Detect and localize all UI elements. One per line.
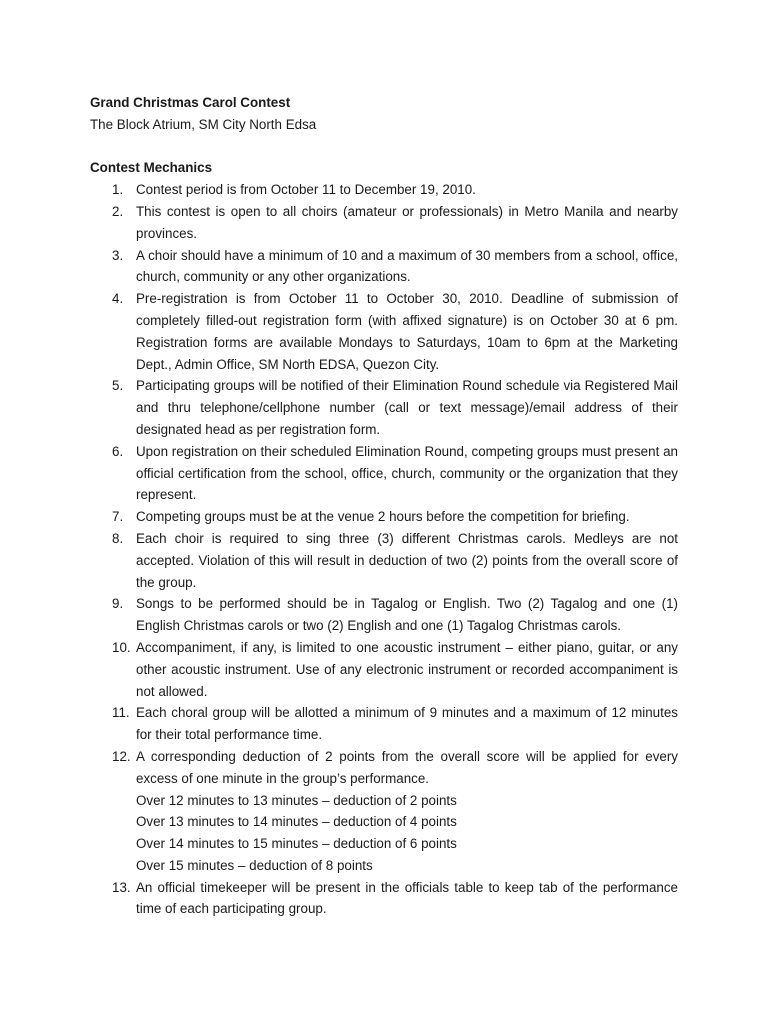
list-item-text: Each choir is required to sing three (3) different Christmas carols. Medleys are not accepted. Violation of this will result in deduction of two (2) points from the overall score of the group.: [136, 530, 678, 590]
penalty-line: Over 15 minutes – deduction of 8 points: [136, 857, 373, 873]
list-item-number: 2.: [112, 203, 124, 219]
list-item-text: Accompaniment, if any, is limited to one acoustic instrument – either piano, guitar, or any other acoustic instrument. Use of any electronic instrument or recorded accompaniment is not allowed.: [136, 639, 678, 699]
document-title: Grand Christmas Carol Contest: [90, 95, 291, 110]
list-item-number: 4.: [112, 291, 124, 307]
list-item-number: 9.: [112, 596, 124, 612]
list-item-number: 12.: [112, 748, 131, 764]
penalty-line: Over 12 minutes to 13 minutes – deduction of 2 points: [136, 792, 457, 808]
list-item: [90, 201, 678, 245]
list-item-text: Pre-registration is from October 11 to October 30, 2010. Deadline of submission of completely filled-out registration form (with affixed signature) is on October 30 at 6 pm. Registration forms are available Mondays to Saturdays, 10am to 6pm at the Marketing Dept., Admin Office, SM North EDSA, Quezon City.: [136, 291, 678, 372]
list-item-number: 1.: [112, 182, 124, 198]
list-item-text: Participating groups will be notified of their Elimination Round schedule via Registered Mail and thru telephone/cellphone number (call or text message)/email address of their designated head as per registration form.: [136, 378, 678, 437]
list-item: [90, 245, 678, 289]
list-item: [90, 179, 678, 201]
list-item-number: 8.: [112, 530, 124, 546]
penalty-line: Over 13 minutes to 14 minutes – deduction of 4 points: [136, 814, 457, 830]
list-item-text: An official timekeeper will be present in the officials table to keep tab of the performance time of each participating group.: [136, 879, 678, 917]
list-item-text: Contest period is from October 11 to December 19, 2010.: [136, 182, 476, 198]
list-item: [90, 877, 678, 921]
list-item-number: 6.: [112, 443, 124, 459]
document-body: [90, 92, 678, 920]
list-item: [90, 593, 678, 637]
penalty-line: Over 14 minutes to 15 minutes – deduction of 6 points: [136, 836, 457, 852]
mechanics-list: [90, 179, 678, 920]
list-item: [90, 746, 678, 877]
list-item: [90, 441, 678, 506]
list-item: [90, 375, 678, 440]
list-item-text: Competing groups must be at the venue 2 hours before the competition for briefing.: [136, 509, 630, 525]
list-item-number: 5.: [112, 378, 124, 394]
list-item-text: A corresponding deduction of 2 points from the overall score will be applied for every excess of one minute in the group’s performance.: [136, 748, 678, 786]
list-item: [90, 528, 678, 593]
list-item: [90, 702, 678, 746]
list-item-number: 7.: [112, 509, 124, 525]
list-item-text: Each choral group will be allotted a minimum of 9 minutes and a maximum of 12 minutes for their total performance time.: [136, 705, 678, 743]
list-item-text: Songs to be performed should be in Tagalog or English. Two (2) Tagalog and one (1) English Christmas carols or two (2) English and one (1) Tagalog Christmas carols.: [136, 596, 678, 634]
document-venue: The Block Atrium, SM City North Edsa: [90, 116, 317, 132]
list-item-number: 3.: [112, 247, 124, 263]
list-item-number: 13.: [112, 879, 131, 895]
list-item-text: Upon registration on their scheduled Elimination Round, competing groups must present an official certification from the school, office, church, community or the organization that they represent.: [136, 443, 678, 503]
list-item: [90, 637, 678, 702]
list-item-number: 10.: [112, 639, 131, 655]
list-item-number: 11.: [112, 705, 130, 721]
blank-line: [90, 136, 678, 158]
list-item: [90, 288, 678, 375]
list-item: [90, 506, 678, 528]
list-item-text: This contest is open to all choirs (amateur or professionals) in Metro Manila and nearby provinces.: [136, 203, 678, 241]
list-item-text: A choir should have a minimum of 10 and a maximum of 30 members from a school, office, church, community or any other organizations.: [136, 247, 678, 285]
section-heading: Contest Mechanics: [90, 160, 213, 176]
